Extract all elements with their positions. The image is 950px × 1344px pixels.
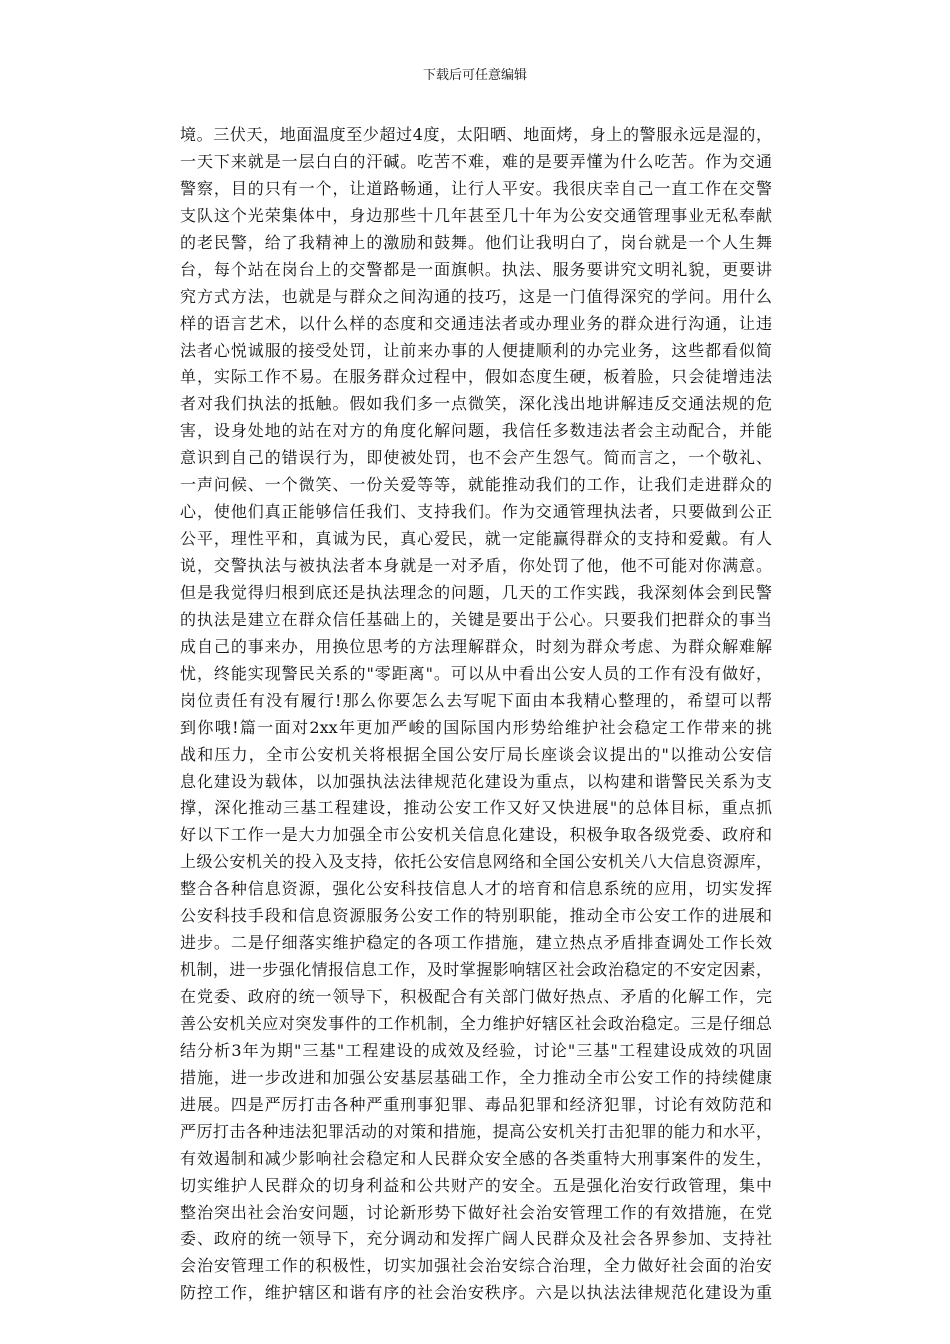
text-line: 公安科技手段和信息资源服务公安工作的特别职能，推动全市公安工作的进展和	[180, 906, 772, 926]
text-line: 会治安管理工作的积极性，切实加强社会治安综合治理，全力做好社会面的治安	[180, 1256, 772, 1276]
text-line: 战和压力，全市公安机关将根据全国公安厅局长座谈会议提出的"以推动公安信	[180, 744, 772, 764]
text-line: 心，使他们真正能够信任我们、支持我们。作为交通管理执法者，只要做到公正	[180, 502, 772, 522]
text-line: 一天下来就是一层白白的汗碱。吃苦不难，难的是要弄懂为什么吃苦。作为交通	[180, 151, 772, 171]
text-line: 但是我觉得归根到底还是执法理念的问题，几天的工作实践，我深刻体会到民警	[180, 582, 772, 602]
text-line: 委、政府的统一领导下，充分调动和发挥广阔人民群众及社会各界参加、支持社	[180, 1229, 772, 1249]
text-line: 说，交警执法与被执法者本身就是一对矛盾，你处罚了他，他不可能对你满意。	[180, 556, 772, 575]
text-line: 究方式方法，也就是与群众之间沟通的技巧，这是一门值得深究的学问。用什么	[180, 286, 772, 306]
text-line: 到你哦!篇一面对2xx年更加严峻的国际国内形势给维护社会稳定工作带来的挑	[180, 717, 772, 737]
text-line: 措施，进一步改进和加强公安基层基础工作，全力推动全市公安工作的持续健康	[180, 1067, 772, 1087]
text-line: 一声问候、一个微笑、一份关爱等等，就能推动我们的工作，让我们走进群众的	[180, 475, 772, 495]
text-line: 善公安机关应对突发事件的工作机制，全力维护好辖区社会政治稳定。三是仔细总	[180, 1013, 772, 1033]
text-line: 害，设身处地的站在对方的角度化解问题，我信任多数违法者会主动配合，并能	[180, 421, 772, 441]
text-line: 样的语言艺术，以什么样的态度和交通违法者或办理业务的群众进行沟通，让违	[180, 313, 772, 333]
text-line: 整治突出社会治安问题，讨论新形势下做好社会治安管理工作的有效措施，在党	[180, 1202, 772, 1222]
text-line: 成自己的事来办，用换位思考的方法理解群众，时刻为群众考虑、为群众解难解	[180, 636, 772, 656]
text-line: 单，实际工作不易。在服务群众过程中，假如态度生硬，板着脸，只会徒增违法	[180, 367, 772, 387]
text-line: 严厉打击各种违法犯罪活动的对策和措施，提高公安机关打击犯罪的能力和水平，	[180, 1121, 772, 1141]
page-header: 下载后可任意编辑	[422, 68, 527, 83]
text-line: 息化建设为载体，以加强执法法律规范化建设为重点，以构建和谐警民关系为支	[180, 771, 772, 791]
body-text	[180, 122, 772, 1307]
text-line: 警察，目的只有一个，让道路畅通，让行人平安。我很庆幸自己一直工作在交警	[180, 178, 772, 198]
text-line: 切实维护人民群众的切身利益和公共财产的安全。五是强化治安行政管理，集中	[180, 1175, 772, 1195]
text-line: 有效遏制和减少影响社会稳定和人民群众安全感的各类重特大刑事案件的发生，	[180, 1148, 772, 1168]
text-line: 在党委、政府的统一领导下，积极配合有关部门做好热点、矛盾的化解工作，完	[180, 987, 772, 1006]
text-line: 防控工作，维护辖区和谐有序的社会治安秩序。六是以执法法律规范化建设为重	[180, 1283, 772, 1303]
text-line: 境。三伏天，地面温度至少超过4度，太阳晒、地面烤，身上的警服永远是湿的，	[180, 125, 772, 144]
text-line: 公平，理性平和，真诚为民，真心爱民，就一定能赢得群众的支持和爱戴。有人	[180, 529, 772, 549]
text-line: 岗位责任有没有履行!那么你要怎么去写呢下面由本我精心整理的，希望可以帮	[180, 690, 772, 710]
text-line: 进步。二是仔细落实维护稳定的各项工作措施，建立热点矛盾排查调处工作长效	[180, 933, 772, 953]
text-line: 机制，进一步强化情报信息工作，及时掌握影响辖区社会政治稳定的不安定因素，	[180, 960, 772, 980]
text-line: 台，每个站在岗台上的交警都是一面旗帜。执法、服务要讲究文明礼貌，更要讲	[180, 259, 772, 279]
text-line: 整合各种信息资源，强化公安科技信息人才的培育和信息系统的应用，切实发挥	[180, 879, 772, 899]
text-line: 意识到自己的错误行为，即使被处罚，也不会产生怨气。简而言之，一个敬礼、	[180, 448, 772, 468]
text-line: 结分析3年为期"三基"工程建设的成效及经验，讨论"三基"工程建设成效的巩固	[180, 1040, 772, 1060]
text-line: 忧，终能实现警民关系的"零距离"。可以从中看出公安人员的工作有没有做好，	[180, 663, 772, 683]
text-line: 进展。四是严厉打击各种严重刑事犯罪、毒品犯罪和经济犯罪，讨论有效防范和	[180, 1094, 772, 1114]
text-line: 法者心悦诚服的接受处罚，让前来办事的人便捷顺利的办完业务，这些都看似简	[180, 340, 772, 360]
text-line: 上级公安机关的投入及支持，依托公安信息网络和全国公安机关八大信息资源库，	[180, 852, 772, 872]
text-line: 的老民警，给了我精神上的激励和鼓舞。他们让我明白了，岗台就是一个人生舞	[180, 232, 772, 252]
text-line: 好以下工作一是大力加强全市公安机关信息化建设，积极争取各级党委、政府和	[180, 825, 772, 845]
text-line: 撑，深化推动三基工程建设，推动公安工作又好又快进展"的总体目标，重点抓	[180, 798, 772, 818]
text-line: 的执法是建立在群众信任基础上的，关键是要出于公心。只要我们把群众的事当	[180, 609, 772, 629]
text-line: 支队这个光荣集体中，身边那些十几年甚至几十年为公安交通管理事业无私奉献	[180, 205, 772, 225]
text-line: 者对我们执法的抵触。假如我们多一点微笑，深化浅出地讲解违反交通法规的危	[180, 394, 772, 414]
